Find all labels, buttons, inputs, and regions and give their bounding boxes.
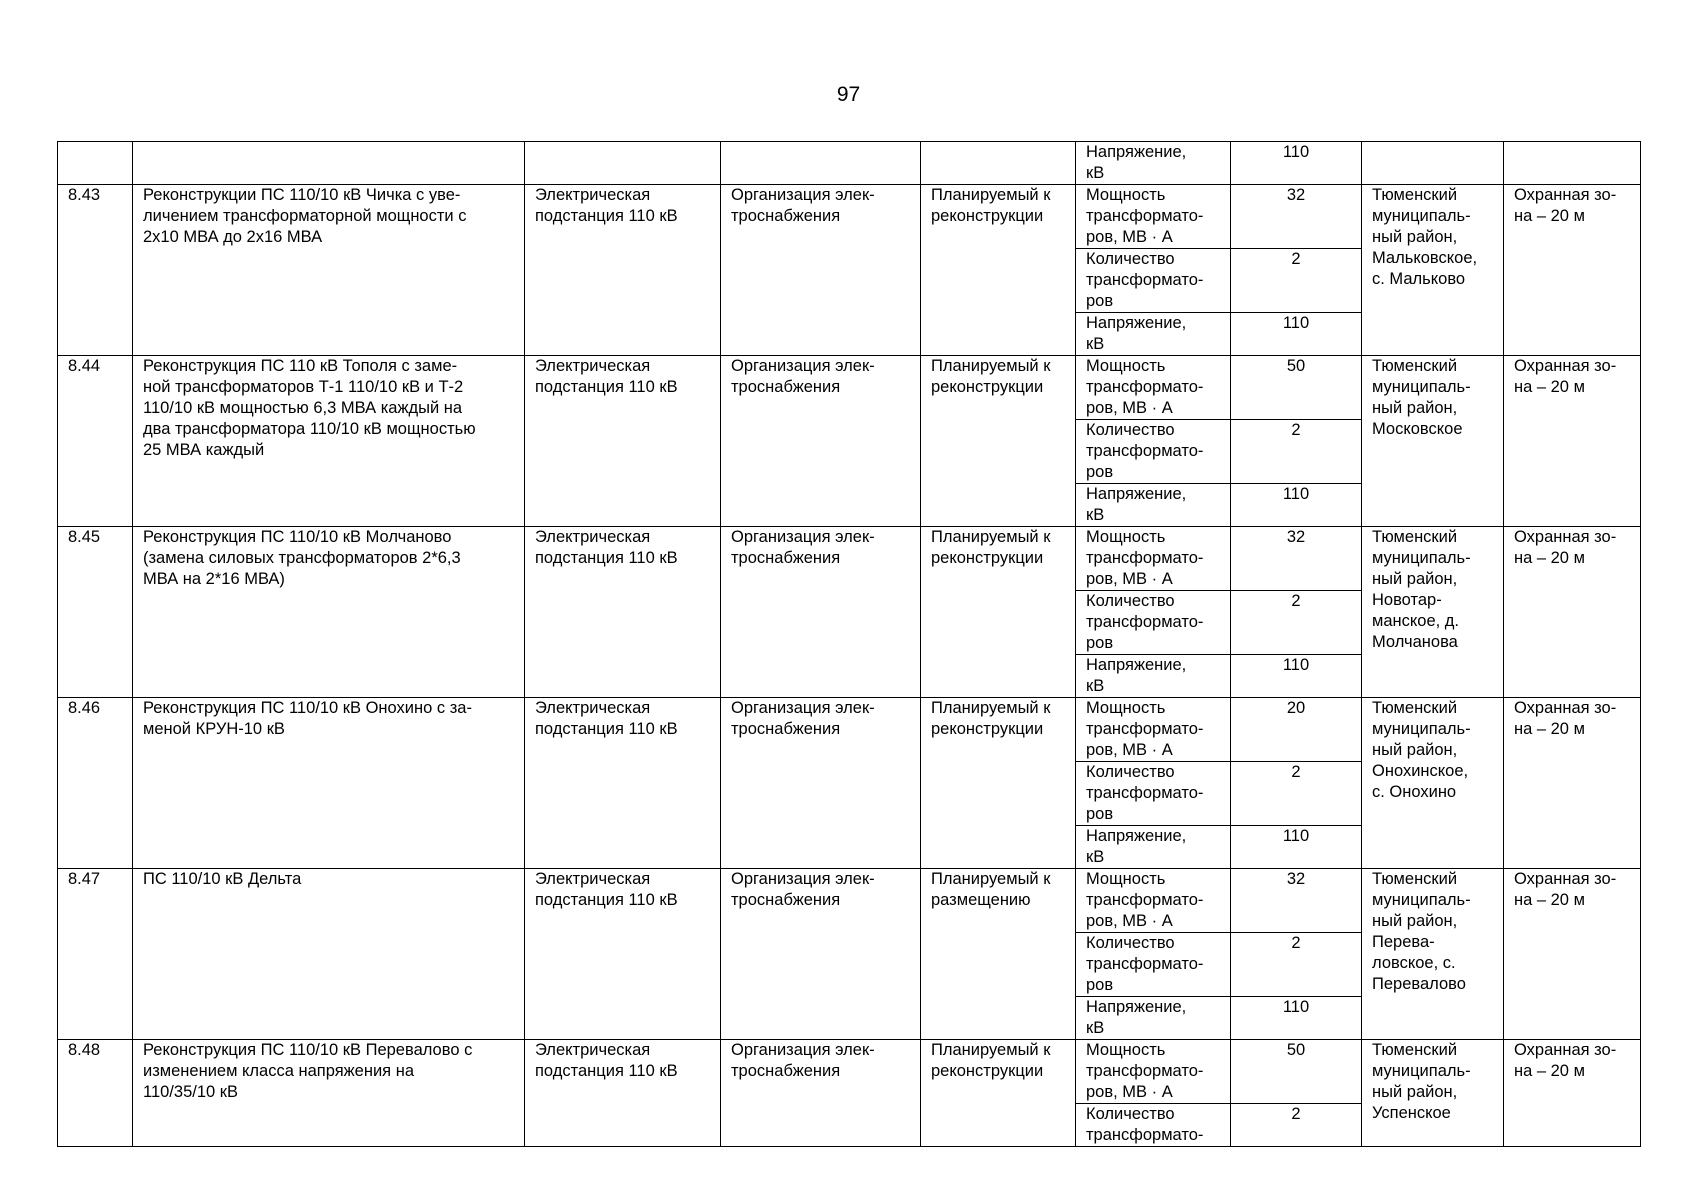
cell-type: Электрическая подстанция 110 кВ	[525, 869, 721, 1040]
cell-name: Реконструкция ПС 110/10 кВ Молчаново (замена силовых трансформаторов 2*6,3 МВА на 2*16 МВА)	[133, 527, 525, 698]
cell-param-count: Количество трансформато- ров	[1076, 762, 1231, 826]
cell-param-voltage: Напряжение, кВ	[1076, 142, 1231, 185]
cell-param-count: Количество трансформато- ров	[1076, 420, 1231, 484]
cell-param-power: Мощность трансформато- ров, МВ · А	[1076, 698, 1231, 762]
cell-value-count: 2	[1231, 420, 1362, 484]
cell-param-power: Мощность трансформато- ров, МВ · А	[1076, 869, 1231, 933]
cell-status	[921, 142, 1076, 185]
cell-param-voltage: Напряжение, кВ	[1076, 313, 1231, 356]
cell-zone: Охранная зо- на – 20 м	[1504, 356, 1641, 527]
cell-name: ПС 110/10 кВ Дельта	[133, 869, 525, 1040]
cell-status: Планируемый к реконструкции	[921, 1040, 1076, 1147]
cell-name: Реконструкция ПС 110/10 кВ Перевалово с изменением класса напряжения на 110/35/10 кВ	[133, 1040, 525, 1147]
cell-number: 8.45	[58, 527, 133, 698]
table-row	[58, 698, 1641, 762]
cell-purpose: Организация элек- троснабжения	[721, 527, 921, 698]
cell-name	[133, 142, 525, 185]
cell-zone	[1504, 142, 1641, 185]
cell-value-power: 50	[1231, 356, 1362, 420]
cell-value-voltage: 110	[1231, 484, 1362, 527]
cell-location: Тюменский муниципаль- ный район, Новотар- манское, д. Молчанова	[1362, 527, 1504, 698]
cell-name: Реконструкция ПС 110 кВ Тополя с заме- ной трансформаторов Т-1 110/10 кВ и Т-2 110/10 кВ мощностью 6,3 МВА каждый на два трансформатора 110/10 кВ мощностью 25 МВА каждый	[133, 356, 525, 527]
cell-number: 8.44	[58, 356, 133, 527]
page-number: 97	[836, 83, 861, 106]
cell-type: Электрическая подстанция 110 кВ	[525, 527, 721, 698]
cell-type: Электрическая подстанция 110 кВ	[525, 356, 721, 527]
cell-value-power: 32	[1231, 869, 1362, 933]
substations-table	[57, 141, 1641, 1147]
cell-value-count: 2	[1231, 933, 1362, 997]
cell-param-count: Количество трансформато-	[1076, 1104, 1231, 1147]
cell-zone: Охранная зо- на – 20 м	[1504, 527, 1641, 698]
cell-value-count: 2	[1231, 591, 1362, 655]
cell-location: Тюменский муниципаль- ный район, Успенское	[1362, 1040, 1504, 1147]
cell-value-voltage: 110	[1231, 997, 1362, 1040]
table-row	[58, 527, 1641, 591]
cell-status: Планируемый к реконструкции	[921, 698, 1076, 869]
table-row	[58, 356, 1641, 420]
cell-param-count: Количество трансформато- ров	[1076, 933, 1231, 997]
cell-value-power: 50	[1231, 1040, 1362, 1104]
cell-location: Тюменский муниципаль- ный район, Московское	[1362, 356, 1504, 527]
cell-name: Реконструкции ПС 110/10 кВ Чичка с уве- личением трансформаторной мощности с 2х10 МВА до 2х16 МВА	[133, 185, 525, 356]
cell-param-voltage: Напряжение, кВ	[1076, 484, 1231, 527]
cell-status: Планируемый к реконструкции	[921, 527, 1076, 698]
cell-purpose: Организация элек- троснабжения	[721, 698, 921, 869]
cell-param-voltage: Напряжение, кВ	[1076, 655, 1231, 698]
cell-value-power: 32	[1231, 185, 1362, 249]
cell-value-voltage: 110	[1231, 655, 1362, 698]
cell-zone: Охранная зо- на – 20 м	[1504, 869, 1641, 1040]
cell-number	[58, 142, 133, 185]
cell-type: Электрическая подстанция 110 кВ	[525, 698, 721, 869]
cell-purpose: Организация элек- троснабжения	[721, 185, 921, 356]
cell-number: 8.43	[58, 185, 133, 356]
cell-value-count: 2	[1231, 1104, 1362, 1147]
cell-number: 8.47	[58, 869, 133, 1040]
cell-zone: Охранная зо- на – 20 м	[1504, 698, 1641, 869]
cell-status: Планируемый к размещению	[921, 869, 1076, 1040]
cell-name: Реконструкция ПС 110/10 кВ Онохино с за- меной КРУН-10 кВ	[133, 698, 525, 869]
cell-purpose: Организация элек- троснабжения	[721, 869, 921, 1040]
cell-type: Электрическая подстанция 110 кВ	[525, 1040, 721, 1147]
cell-value-power: 20	[1231, 698, 1362, 762]
cell-value-voltage: 110	[1231, 826, 1362, 869]
cell-zone: Охранная зо- на – 20 м	[1504, 1040, 1641, 1147]
cell-location: Тюменский муниципаль- ный район, Мальковское, с. Мальково	[1362, 185, 1504, 356]
cell-param-count: Количество трансформато- ров	[1076, 591, 1231, 655]
cell-value-voltage: 110	[1231, 313, 1362, 356]
cell-type: Электрическая подстанция 110 кВ	[525, 185, 721, 356]
cell-number: 8.48	[58, 1040, 133, 1147]
cell-type	[525, 142, 721, 185]
cell-location: Тюменский муниципаль- ный район, Перева- ловское, с. Перевалово	[1362, 869, 1504, 1040]
cell-param-power: Мощность трансформато- ров, МВ · А	[1076, 527, 1231, 591]
cell-purpose: Организация элек- троснабжения	[721, 356, 921, 527]
cell-param-power: Мощность трансформато- ров, МВ · А	[1076, 356, 1231, 420]
cell-param-power: Мощность трансформато- ров, МВ · А	[1076, 185, 1231, 249]
cell-value-count: 2	[1231, 762, 1362, 826]
table-row	[58, 869, 1641, 933]
cell-number: 8.46	[58, 698, 133, 869]
cell-location: Тюменский муниципаль- ный район, Онохинское, с. Онохино	[1362, 698, 1504, 869]
table-row-continuation	[58, 142, 1641, 185]
cell-zone: Охранная зо- на – 20 м	[1504, 185, 1641, 356]
cell-purpose: Организация элек- троснабжения	[721, 1040, 921, 1147]
cell-param-power: Мощность трансформато- ров, МВ · А	[1076, 1040, 1231, 1104]
cell-param-voltage: Напряжение, кВ	[1076, 997, 1231, 1040]
table-row	[58, 1040, 1641, 1104]
cell-purpose	[721, 142, 921, 185]
cell-param-count: Количество трансформато- ров	[1076, 249, 1231, 313]
cell-status: Планируемый к реконструкции	[921, 356, 1076, 527]
cell-param-voltage: Напряжение, кВ	[1076, 826, 1231, 869]
cell-value-voltage: 110	[1231, 142, 1362, 185]
cell-value-power: 32	[1231, 527, 1362, 591]
table-row	[58, 185, 1641, 249]
cell-status: Планируемый к реконструкции	[921, 185, 1076, 356]
cell-location	[1362, 142, 1504, 185]
cell-value-count: 2	[1231, 249, 1362, 313]
